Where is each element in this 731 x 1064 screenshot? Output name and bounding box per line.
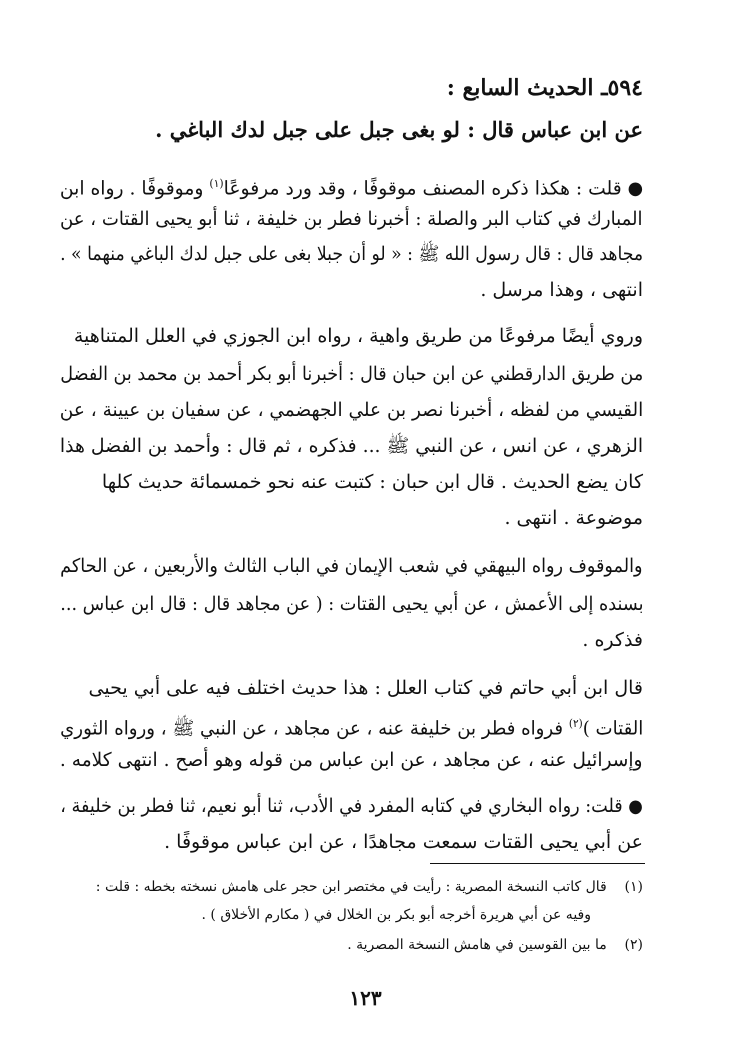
para2-line1: وروي أيضًا مرفوعًا من طريق واهية ، رواه ابن الجوزي في العلل المتناهية bbox=[73, 325, 643, 347]
bullet-icon: ● bbox=[627, 178, 643, 200]
para2-line5: كان يضع الحديث . قال ابن حبان : كتبت عنه نحو خمسمائة حديث كلها bbox=[101, 471, 643, 493]
hadith-title: ٥٩٤ـ الحديث السابع : bbox=[446, 75, 643, 101]
footnote-separator bbox=[430, 863, 645, 864]
footnote-ref-2: (٢) bbox=[568, 717, 583, 730]
bullet-icon: ● bbox=[628, 796, 643, 817]
para5-line2: عن أبي يحيى القتات سمعت مجاهدًا ، عن ابن عباس موقوفًا . bbox=[164, 831, 643, 853]
para3-line3: فذكره . bbox=[582, 629, 643, 651]
footnote-1-line1: (١) قال كاتب النسخة المصرية : رأيت في مختصر ابن حجر على هامش نسخته بخطه : قلت : bbox=[95, 879, 643, 895]
para2-line3: القيسي من لفظه ، أخبرنا نصر بن علي الجهضمي ، عن سفيان بن عيينة ، عن bbox=[59, 399, 643, 421]
para3-line2: بسنده إلى الأعمش ، عن أبي يحيى القتات : ( عن مجاهد قال : قال ابن عباس ... bbox=[59, 593, 643, 615]
para4-line1: قال ابن أبي حاتم في كتاب العلل : هذا حديث اختلف فيه على أبي يحيى bbox=[88, 677, 643, 699]
hadith-text: عن ابن عباس قال : لو بغى جبل على جبل لدك الباغي . bbox=[155, 117, 643, 142]
para1-line2: المبارك في كتاب البر والصلة : أخبرنا فطر بن خليفة ، ثنا أبو يحيى القتات ، عن bbox=[60, 208, 643, 230]
para1-line3: مجاهد قال : قال رسول الله ﷺ : « لو أن جبلا بغى على جبل لدك الباغي منهما » . bbox=[59, 243, 643, 265]
para2-line2: من طريق الدارقطني عن ابن حبان قال : أخبرنا أبو بكر أحمد بن محمد بن الفضل bbox=[60, 363, 643, 385]
footnote-ref-1: (١) bbox=[209, 177, 224, 190]
para1-line4: انتهى ، وهذا مرسل . bbox=[480, 279, 643, 301]
para1-line1: ●قلت : هكذا ذكره المصنف موقوفًا ، وقد ورد مرفوعًا$^{(١)}$ وموقوفًا . رواه ابن bbox=[59, 177, 643, 200]
para4-line2: القتات )$^{(٢)}$ فرواه فطر بن خليفة عنه ، عن مجاهد ، عن النبي ﷺ ، ورواه الثوري bbox=[59, 717, 643, 740]
footnote-2: (٢) ما بين القوسين في هامش النسخة المصرية . bbox=[347, 937, 643, 953]
para3-line1: والموقوف رواه البيهقي في شعب الإيمان في الباب الثالث والأربعين ، عن الحاكم bbox=[60, 555, 643, 577]
para4-line3: وإسرائيل عنه ، عن مجاهد ، عن ابن عباس من قوله وهو أصح . انتهى كلامه . bbox=[60, 749, 643, 771]
para5-line1: ●قلت: رواه البخاري في كتابه المفرد في الأدب، ثنا أبو نعيم، ثنا فطر بن خليفة ، bbox=[60, 795, 643, 817]
para2-line4: الزهري ، عن انس ، عن النبي ﷺ ... فذكره ، ثم قال : وأحمد بن الفضل هذا bbox=[59, 435, 643, 457]
footnote-1-line2: وفيه عن أبي هريرة أخرجه أبو بكر بن الخلال في ( مكارم الأخلاق ) . bbox=[201, 907, 591, 923]
para2-line6: موضوعة . انتهى . bbox=[504, 507, 643, 529]
page-number: ١٢٣ bbox=[349, 986, 382, 1010]
